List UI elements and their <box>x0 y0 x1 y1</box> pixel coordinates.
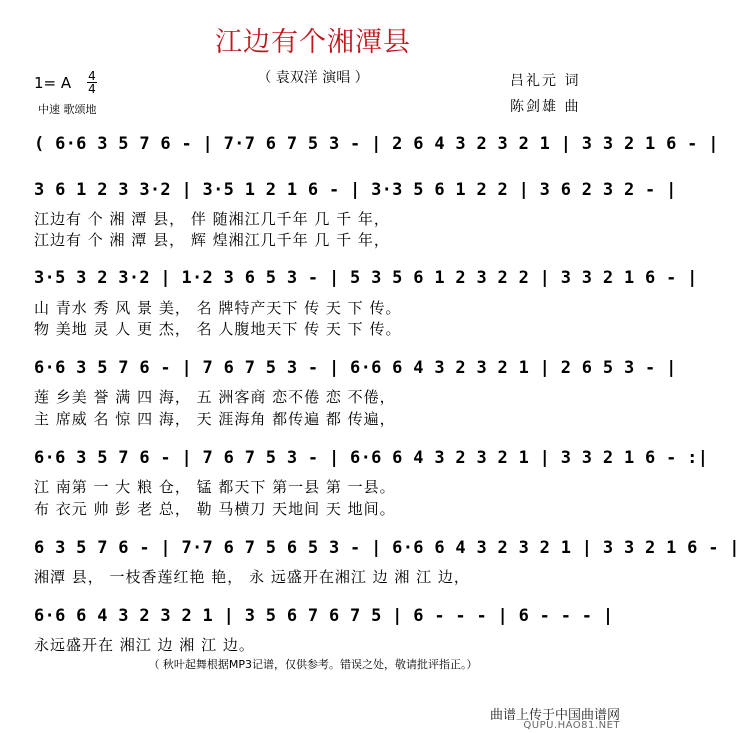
lyric-row-4-verse-1: 莲 乡美 誉 满 四 海， 五 洲客商 恋不倦 恋 不倦， <box>34 388 396 406</box>
lyric-row-5-verse-1: 江 南第 一 大 粮 仓， 锰 都天下 第一县 第 一县。 <box>34 478 396 496</box>
time-signature-bottom: 4 <box>88 82 96 96</box>
lyric-row-6-verse-1: 湘潭 县， 一枝香莲红艳 艳， 永 远盛开在湘江 边 湘 江 边， <box>34 568 470 586</box>
watermark-site-url: QUPU.HAO81.NET <box>523 720 620 731</box>
lyric-row-2-verse-2: 江边有 个 湘 潭 县， 辉 煌湘江几千年 几 千 年， <box>34 231 390 249</box>
notation-row-6: 6 3 5 7 6 - | 7·7 6 7 5 6 5 3 - | 6·6 6 4 3 2 3 2 1 | 3 3 2 1 6 - | <box>34 538 740 558</box>
notation-row-1: ( 6·6 3 5 7 6 - | 7·7 6 7 5 3 - | 2 6 4 3 2 3 2 1 | 3 3 2 1 6 - | <box>34 134 719 154</box>
lyric-row-4-verse-2: 主 席威 名 惊 四 海， 天 涯海角 都传遍 都 传遍， <box>34 410 396 428</box>
lyric-row-7-verse-1: 永远盛开在 湘江 边 湘 江 边。 <box>34 636 255 654</box>
notation-row-2: 3 6 1 2 3 3·2 | 3·5 1 2 1 6 - | 3·3 5 6 1 2 2 | 3 6 2 3 2 - | <box>34 180 677 200</box>
composer-credit: 陈剑雄 曲 <box>510 99 581 115</box>
notation-row-3: 3·5 3 2 3·2 | 1·2 3 6 5 3 - | 5 3 5 6 1 2 3 2 2 | 3 3 2 1 6 - | <box>34 268 698 288</box>
time-signature <box>86 70 98 95</box>
time-signature-top: 4 <box>88 69 96 83</box>
key-signature: 1= A <box>34 74 72 92</box>
singer-credit: （ 袁双洋 演唱 ） <box>257 70 369 86</box>
transcription-note: （ 秋叶起舞根据MP3记谱，仅供参考。错误之处，敬请批评指正。） <box>148 658 478 671</box>
notation-row-5: 6·6 3 5 7 6 - | 7 6 7 5 3 - | 6·6 6 4 3 2 3 2 1 | 3 3 2 1 6 - :| <box>34 448 709 468</box>
watermark-site-name: 曲谱上传于中国曲谱网 <box>489 708 620 723</box>
lyric-row-5-verse-2: 布 衣元 帅 彭 老 总， 勒 马横刀 天地间 天 地间。 <box>34 500 396 518</box>
tempo-marking: 中速 歌颂地 <box>38 103 97 116</box>
lyric-row-2-verse-1: 江边有 个 湘 潭 县， 伴 随湘江几千年 几 千 年， <box>34 210 390 228</box>
song-title: 江边有个湘潭县 <box>215 27 411 58</box>
notation-row-7: 6·6 6 4 3 2 3 2 1 | 3 5 6 7 6 7 5 | 6 - - - | 6 - - - | <box>34 606 614 626</box>
lyric-row-3-verse-1: 山 青水 秀 风 景 美， 名 牌特产天下 传 天 下 传。 <box>34 299 402 317</box>
notation-row-4: 6·6 3 5 7 6 - | 7 6 7 5 3 - | 6·6 6 4 3 2 3 2 1 | 2 6 5 3 - | <box>34 358 677 378</box>
lyricist-credit: 吕礼元 词 <box>510 73 581 89</box>
lyric-row-3-verse-2: 物 美地 灵 人 更 杰， 名 人腹地天下 传 天 下 传。 <box>34 320 402 338</box>
